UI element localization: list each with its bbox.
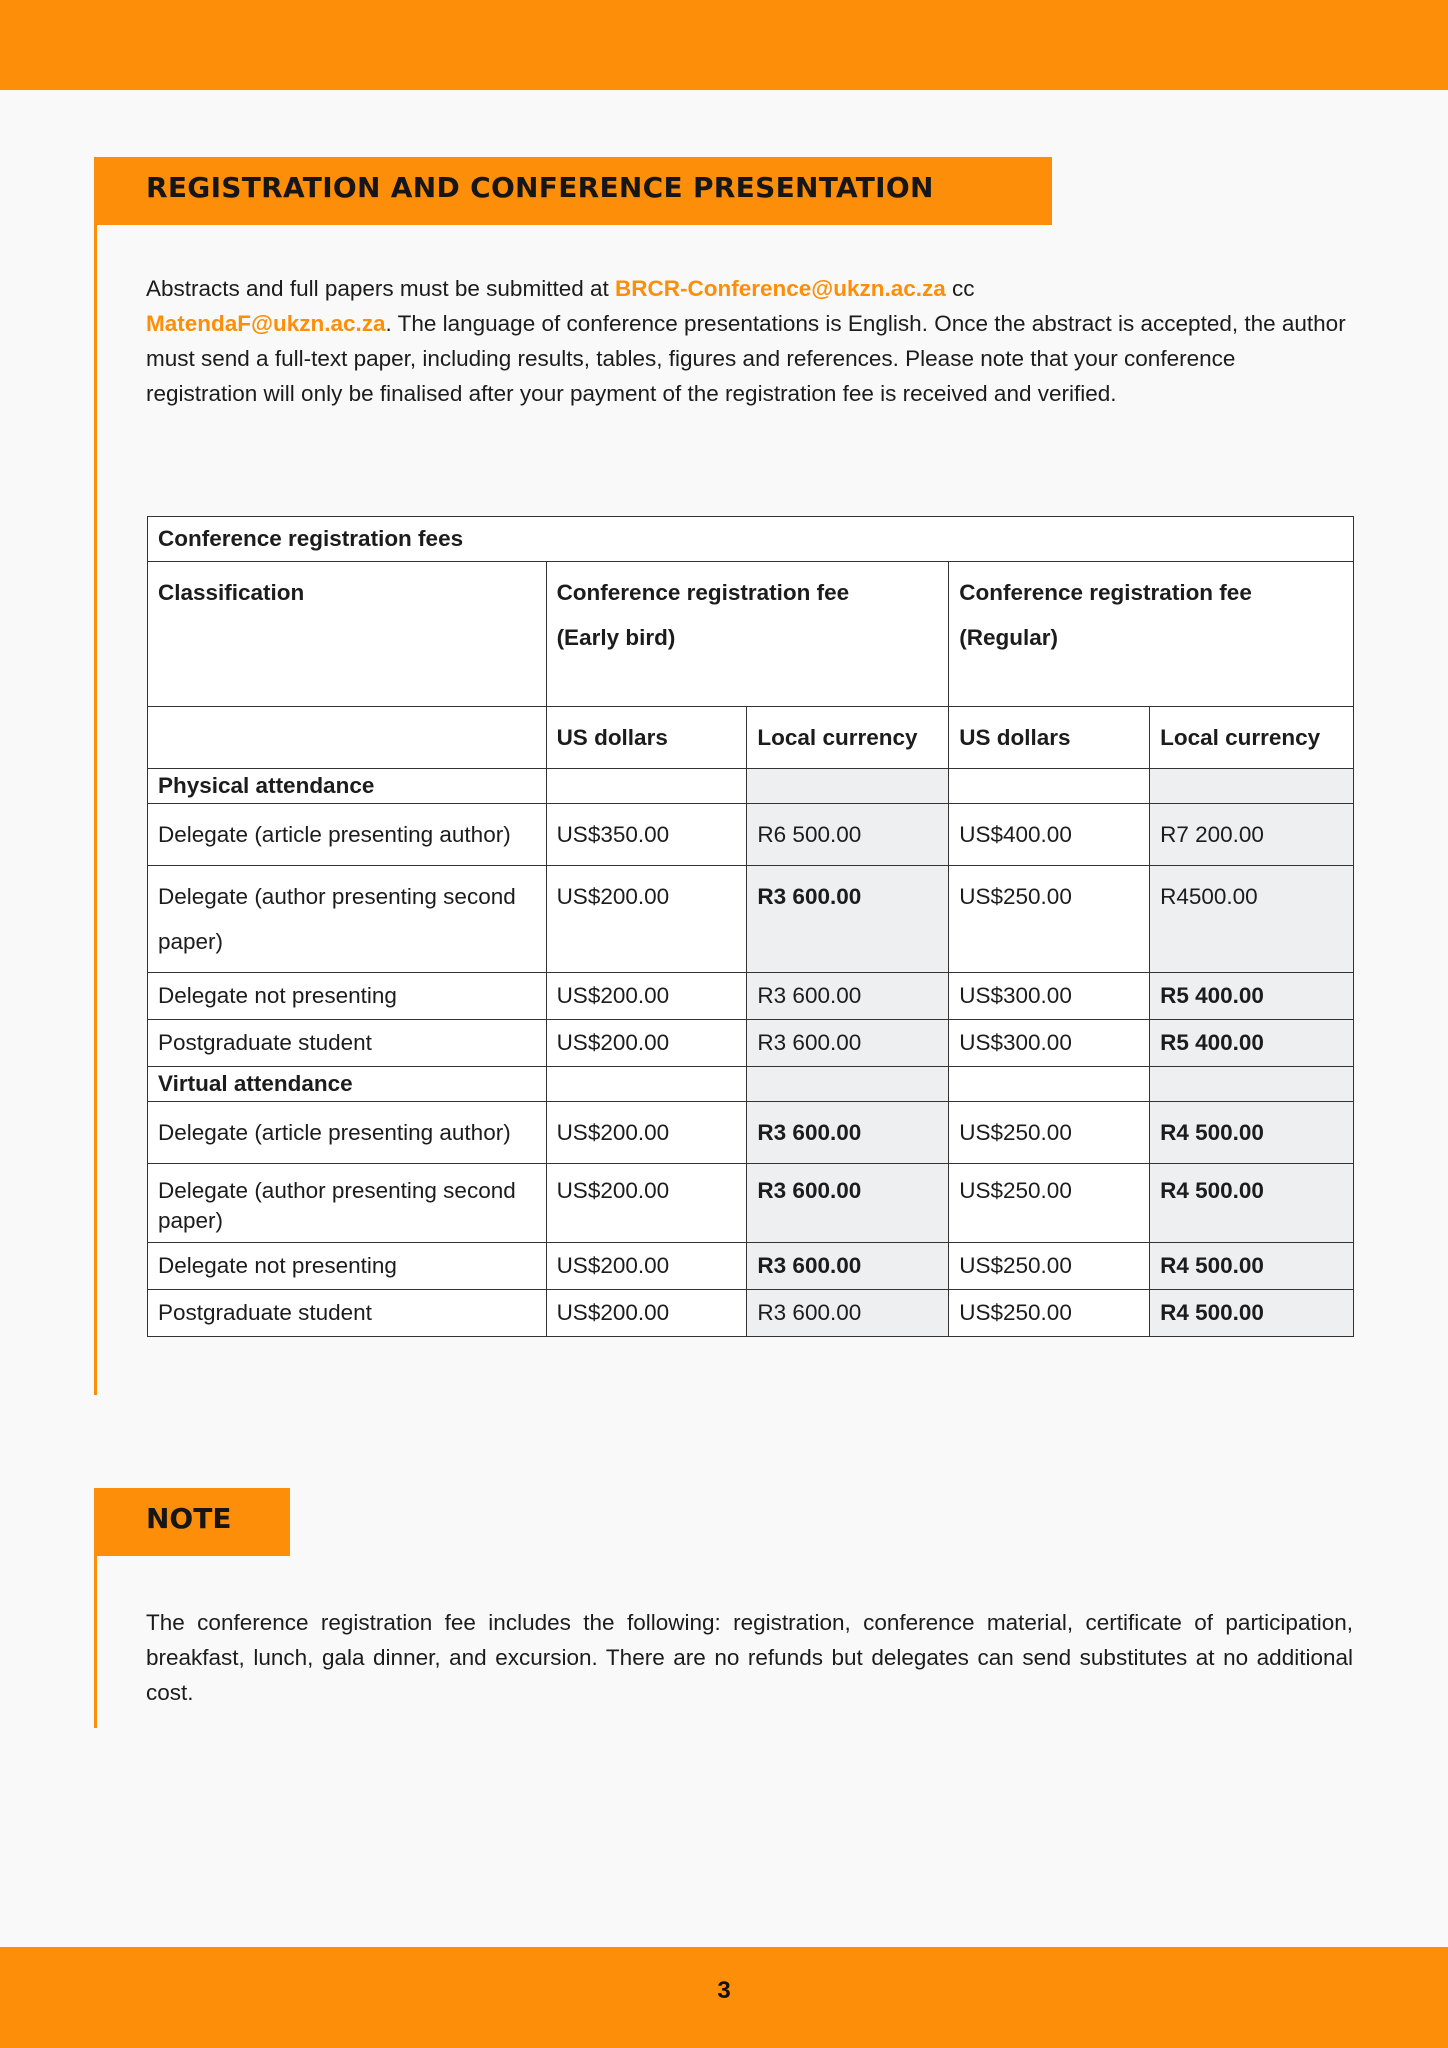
section-heading: REGISTRATION AND CONFERENCE PRESENTATION — [94, 157, 1052, 225]
table-subheader-row — [148, 707, 1354, 769]
early-usd-cell: US$200.00 — [546, 973, 747, 1020]
table-row — [148, 1164, 1354, 1243]
cc-email-link[interactable]: MatendaF@ukzn.ac.za — [146, 311, 386, 336]
intro-text-body: . The language of conference presentations is English. Once the abstract is accepted, the author must send a full-text paper, including results, tables, figures and references. Please note that your conference registration will only be finalised after your payment of the registration fee is received and verified. — [146, 311, 1346, 406]
empty-cell — [747, 769, 949, 804]
note-paragraph: The conference registration fee includes the following: registration, conference material, certificate of participation, breakfast, lunch, gala dinner, and excursion. There are no refunds but delegates can send substitutes at no additional cost. — [146, 1610, 1353, 1705]
intro-text-cc: cc — [945, 276, 975, 301]
early-usd-cell: US$200.00 — [546, 1102, 747, 1164]
table-row — [148, 1102, 1354, 1164]
row-label: Delegate not presenting — [148, 973, 547, 1020]
regular-local-cell: R5 400.00 — [1150, 973, 1354, 1020]
section-accent-line — [94, 157, 97, 1395]
early-local-cell: R3 600.00 — [747, 1102, 949, 1164]
subheader-regular-local: Local currency — [1150, 707, 1354, 769]
early-local-cell: R3 600.00 — [747, 1243, 949, 1290]
regular-usd-cell: US$300.00 — [949, 1020, 1150, 1067]
registration-fees-table — [147, 516, 1354, 1337]
regular-usd-cell: US$250.00 — [949, 1102, 1150, 1164]
row-label: Delegate (article presenting author) — [148, 1102, 547, 1164]
subheader-early-local: Local currency — [747, 707, 949, 769]
early-local-cell: R3 600.00 — [747, 1164, 949, 1243]
early-local-cell: R3 600.00 — [747, 1020, 949, 1067]
top-banner — [0, 0, 1448, 90]
regular-label: Conference registration fee — [959, 580, 1252, 605]
regular-local-cell: R7 200.00 — [1150, 804, 1354, 866]
empty-cell — [747, 1067, 949, 1102]
early-usd-cell: US$200.00 — [546, 1164, 747, 1243]
subheader-regular-usd: US dollars — [949, 707, 1150, 769]
column-header-classification: Classification — [148, 562, 547, 707]
table-row — [148, 1020, 1354, 1067]
early-local-cell: R3 600.00 — [747, 1290, 949, 1337]
empty-cell — [546, 1067, 747, 1102]
subheader-empty — [148, 707, 547, 769]
table-row — [148, 1290, 1354, 1337]
regular-usd-cell: US$400.00 — [949, 804, 1150, 866]
row-label: Postgraduate student — [148, 1020, 547, 1067]
early-usd-cell: US$200.00 — [546, 1243, 747, 1290]
early-local-cell: R6 500.00 — [747, 804, 949, 866]
regular-local-cell: R4 500.00 — [1150, 1243, 1354, 1290]
submission-email-link[interactable]: BRCR-Conference@ukzn.ac.za — [614, 276, 946, 301]
regular-local-cell: R4 500.00 — [1150, 1164, 1354, 1243]
note-heading: NOTE — [94, 1488, 290, 1556]
regular-usd-cell: US$300.00 — [949, 973, 1150, 1020]
regular-usd-cell: US$250.00 — [949, 1243, 1150, 1290]
early-local-cell: R3 600.00 — [747, 973, 949, 1020]
row-label: Delegate (article presenting author) — [148, 804, 547, 866]
empty-cell — [1150, 1067, 1354, 1102]
early-usd-cell: US$200.00 — [546, 1020, 747, 1067]
row-label: Postgraduate student — [148, 1290, 547, 1337]
regular-local-cell: R4 500.00 — [1150, 1102, 1354, 1164]
table-row — [148, 804, 1354, 866]
table-row — [148, 1243, 1354, 1290]
group-row-physical — [148, 769, 1354, 804]
early-usd-cell: US$200.00 — [546, 1290, 747, 1337]
row-label: Delegate not presenting — [148, 1243, 547, 1290]
early-bird-label: Conference registration fee — [556, 580, 850, 605]
regular-usd-cell: US$250.00 — [949, 866, 1150, 973]
subheader-early-usd: US dollars — [546, 707, 747, 769]
empty-cell — [949, 769, 1150, 804]
intro-paragraph — [146, 271, 1346, 411]
group-row-virtual — [148, 1067, 1354, 1102]
empty-cell — [949, 1067, 1150, 1102]
column-header-regular — [949, 562, 1354, 707]
group-label: Physical attendance — [148, 769, 547, 804]
row-label: Delegate (author presenting second paper) — [148, 866, 547, 973]
regular-sublabel: (Regular) — [959, 625, 1059, 650]
early-bird-sublabel: (Early bird) — [556, 625, 676, 650]
empty-cell — [546, 769, 747, 804]
early-local-cell: R3 600.00 — [747, 866, 949, 973]
table-row — [148, 866, 1354, 973]
table-caption-row — [148, 517, 1354, 562]
regular-local-cell: R4 500.00 — [1150, 1290, 1354, 1337]
bottom-banner — [0, 1947, 1448, 2048]
early-usd-cell: US$200.00 — [546, 866, 747, 973]
intro-text: Abstracts and full papers must be submitted at — [146, 276, 615, 301]
regular-local-cell: R4500.00 — [1150, 866, 1354, 973]
table-header-row — [148, 562, 1354, 707]
group-label: Virtual attendance — [148, 1067, 547, 1102]
column-header-early-bird — [546, 562, 949, 707]
row-label: Delegate (author presenting second paper) — [148, 1164, 547, 1243]
regular-local-cell: R5 400.00 — [1150, 1020, 1354, 1067]
empty-cell — [1150, 769, 1354, 804]
regular-usd-cell: US$250.00 — [949, 1290, 1150, 1337]
table-caption: Conference registration fees — [148, 517, 1354, 562]
table-row — [148, 973, 1354, 1020]
early-usd-cell: US$350.00 — [546, 804, 747, 866]
page-number: 3 — [717, 1977, 731, 2004]
regular-usd-cell: US$250.00 — [949, 1164, 1150, 1243]
